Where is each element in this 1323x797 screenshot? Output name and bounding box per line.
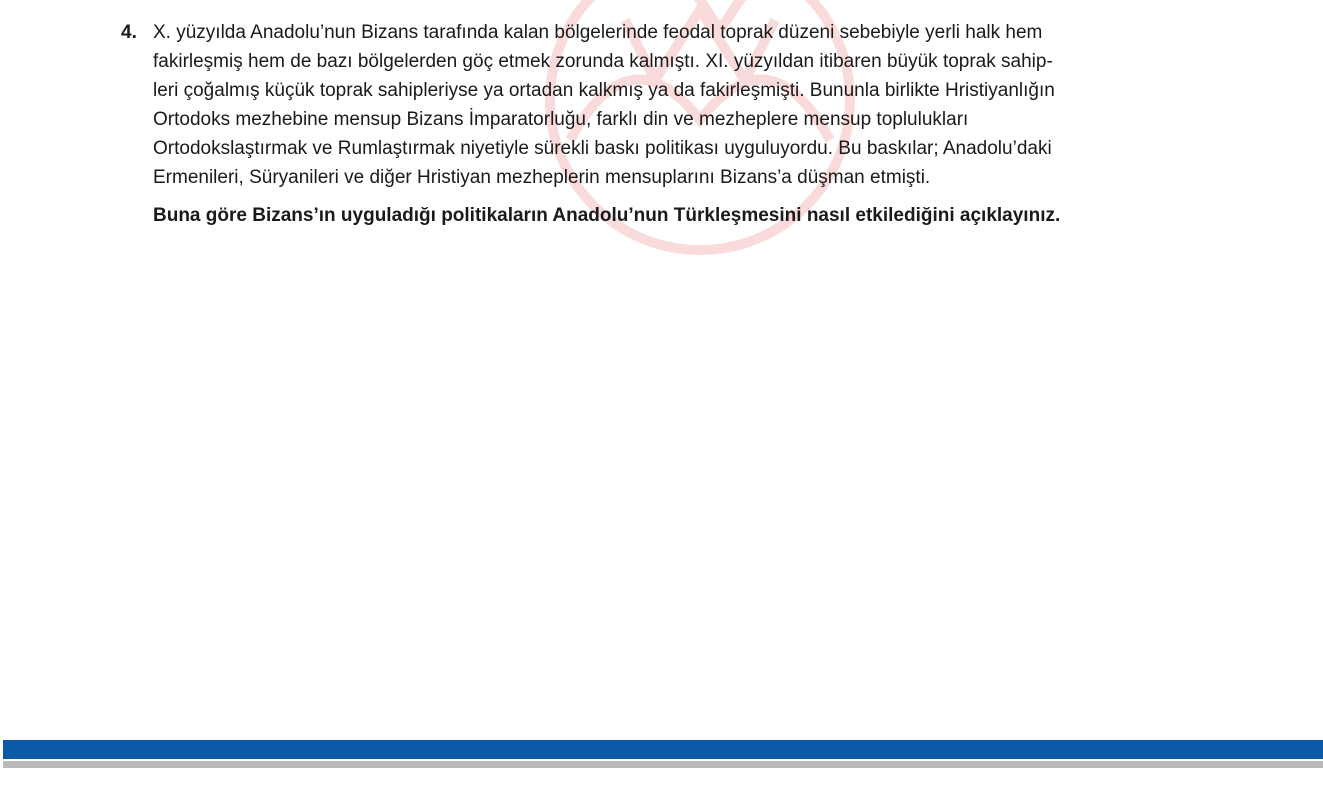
paragraph-line: Ermenileri, Süryanileri ve diğer Hristiyan mezheplerin mensuplarını Bizans’a düşman etmişti. — [153, 167, 931, 188]
question-number: 4. — [121, 22, 137, 43]
paragraph-line: Ortodoks mezhebine mensup Bizans İmparatorluğu, farklı din ve mezheplere mensup toplulukları — [153, 109, 969, 130]
paragraph-line: Ortodokslaştırmak ve Rumlaştırmak niyetiyle sürekli baskı politikası uyguluyordu. Bu baskılar; Anadolu’daki — [153, 138, 1052, 159]
footer-gray-bar — [3, 761, 1323, 768]
paragraph-line: fakirleşmiş hem de bazı bölgelerden göç etmek zorunda kalmıştı. XI. yüzyıldan itibaren büyük toprak sahip- — [153, 51, 1053, 72]
footer-blue-bar — [3, 740, 1323, 759]
paragraph-line: leri çoğalmış küçük toprak sahipleriyse ya ortadan kalkmış ya da fakirleşmişti. Bununla birlikte Hristiyanlığın — [153, 80, 1055, 101]
question-paragraph — [153, 18, 1263, 192]
question-prompt: Buna göre Bizans’ın uyguladığı politikaların Anadolu’nun Türkleşmesini nasıl etkilediğini açıklayınız. — [153, 205, 1061, 226]
paragraph-line: X. yüzyılda Anadolu’nun Bizans tarafında kalan bölgelerinde feodal toprak düzeni sebebiyle yerli halk hem — [153, 22, 1043, 43]
question-body — [153, 18, 1263, 230]
